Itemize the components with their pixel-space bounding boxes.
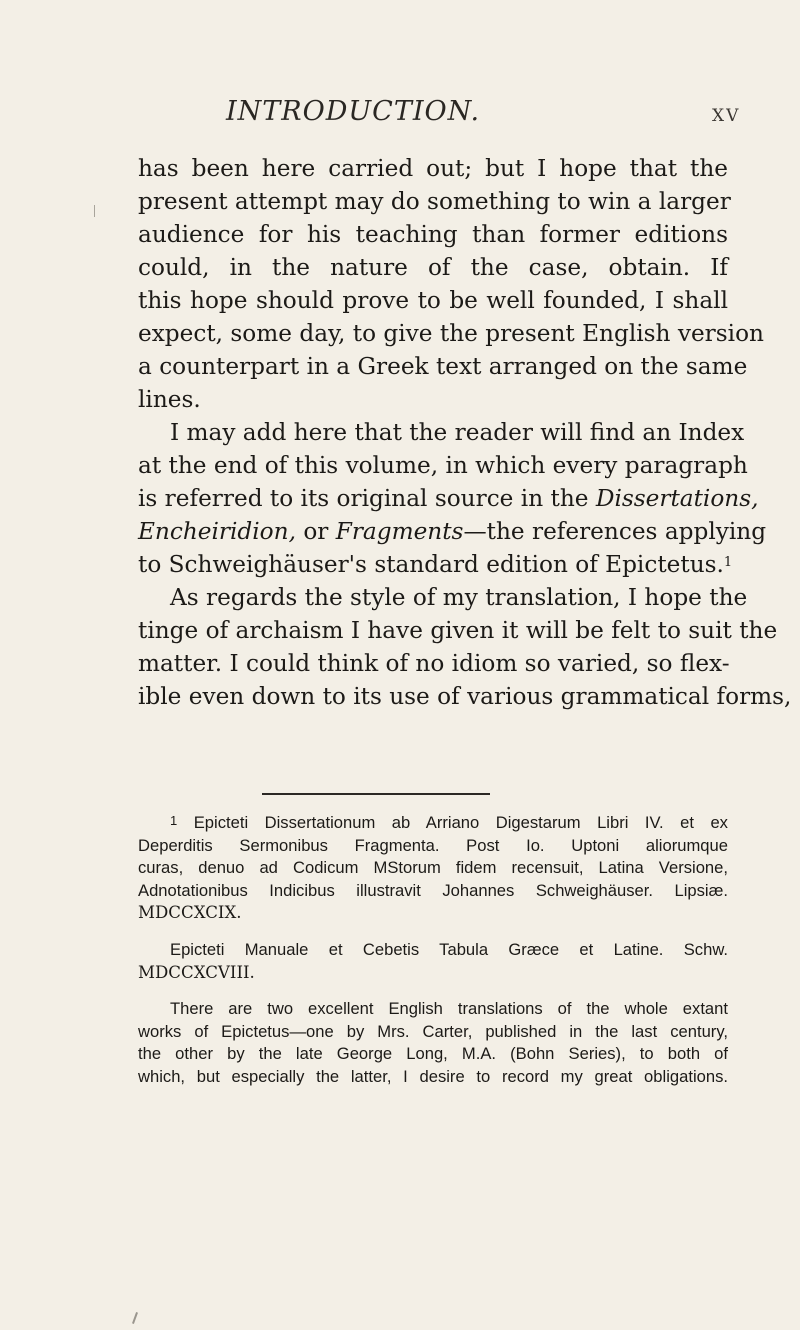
footnote-line: works of Epictetus—one by Mrs. Carter, published in the last century, bbox=[138, 1021, 728, 1041]
main-text bbox=[138, 152, 792, 713]
text-line: expect, some day, to give the present English version bbox=[138, 320, 764, 347]
footnote-line: MDCCXCIX. bbox=[138, 903, 242, 923]
text-line: audience for his teaching than former editions bbox=[138, 221, 728, 248]
text-line: has been here carried out; but I hope that the bbox=[138, 155, 728, 182]
text-segment: to Schweighäuser's standard edition of Epictetus. bbox=[138, 551, 724, 578]
margin-mark bbox=[94, 205, 95, 217]
footnote-marker: 1 bbox=[170, 813, 178, 828]
text-line-mixed bbox=[138, 515, 767, 548]
footnote-line bbox=[138, 812, 728, 835]
footnote-line: Deperditis Sermonibus Fragmenta. Post Io. Uptoni aliorumque bbox=[138, 835, 728, 855]
footnote-line: There are two excellent English translations of the whole extant bbox=[170, 999, 728, 1019]
footnote-line: Epicteti Manuale et Cebetis Tabula Græce et Latine. Schw. bbox=[170, 939, 728, 959]
text-line: this hope should prove to be well founded, I shall bbox=[138, 287, 728, 314]
footnote-line: which, but especially the latter, I desire to record my great obligations. bbox=[138, 1066, 728, 1086]
italic-title-fragments: Fragments bbox=[335, 518, 464, 545]
text-line: tinge of archaism I have given it will be felt to suit the bbox=[138, 617, 778, 644]
text-line: could, in the nature of the case, obtain. If bbox=[138, 254, 728, 281]
page-number: XV bbox=[712, 106, 741, 126]
text-segment: —the references applying bbox=[463, 518, 767, 545]
text-line: lines. bbox=[138, 386, 201, 413]
italic-title-dissertations: Dissertations, bbox=[595, 485, 759, 512]
text-line: matter. I could think of no idiom so varied, so flex- bbox=[138, 650, 730, 677]
text-line: a counterpart in a Greek text arranged on the same bbox=[138, 353, 748, 380]
footnote-line: the other by the late George Long, M.A. (Bohn Series), to both of bbox=[138, 1044, 728, 1064]
footnote-line: MDCCXCVIII. bbox=[138, 962, 255, 982]
footnote-gap bbox=[138, 925, 728, 939]
footnote-gap bbox=[138, 984, 728, 998]
text-segment: or bbox=[303, 518, 329, 545]
text-line: As regards the style of my translation, I hope the bbox=[170, 584, 748, 611]
text-line: I may add here that the reader will find an Index bbox=[170, 419, 745, 446]
footnote-text: Epicteti Dissertationum ab Arriano Digestarum Libri IV. et ex bbox=[193, 813, 728, 832]
text-segment: is referred to its original source in the bbox=[138, 485, 589, 512]
text-line: at the end of this volume, in which every paragraph bbox=[138, 452, 748, 479]
footnote-line: Adnotationibus Indicibus illustravit Johannes Schweighäuser. Lipsiæ. bbox=[138, 880, 728, 900]
text-line-mixed bbox=[138, 482, 759, 515]
footnote-reference: 1 bbox=[723, 555, 733, 570]
text-line: ible even down to its use of various grammatical forms, bbox=[138, 683, 792, 710]
text-line: present attempt may do something to win a larger bbox=[138, 188, 731, 215]
footnote-rule bbox=[262, 793, 490, 795]
footnote-line: curas, denuo ad Codicum MStorum fidem recensuit, Latina Versione, bbox=[138, 858, 728, 878]
running-title: INTRODUCTION. bbox=[226, 96, 481, 127]
text-line-mixed bbox=[138, 548, 733, 581]
footnotes bbox=[138, 812, 728, 1089]
stray-ink-mark bbox=[132, 1312, 138, 1324]
italic-title-encheiridion: Encheiridion, bbox=[138, 518, 296, 545]
